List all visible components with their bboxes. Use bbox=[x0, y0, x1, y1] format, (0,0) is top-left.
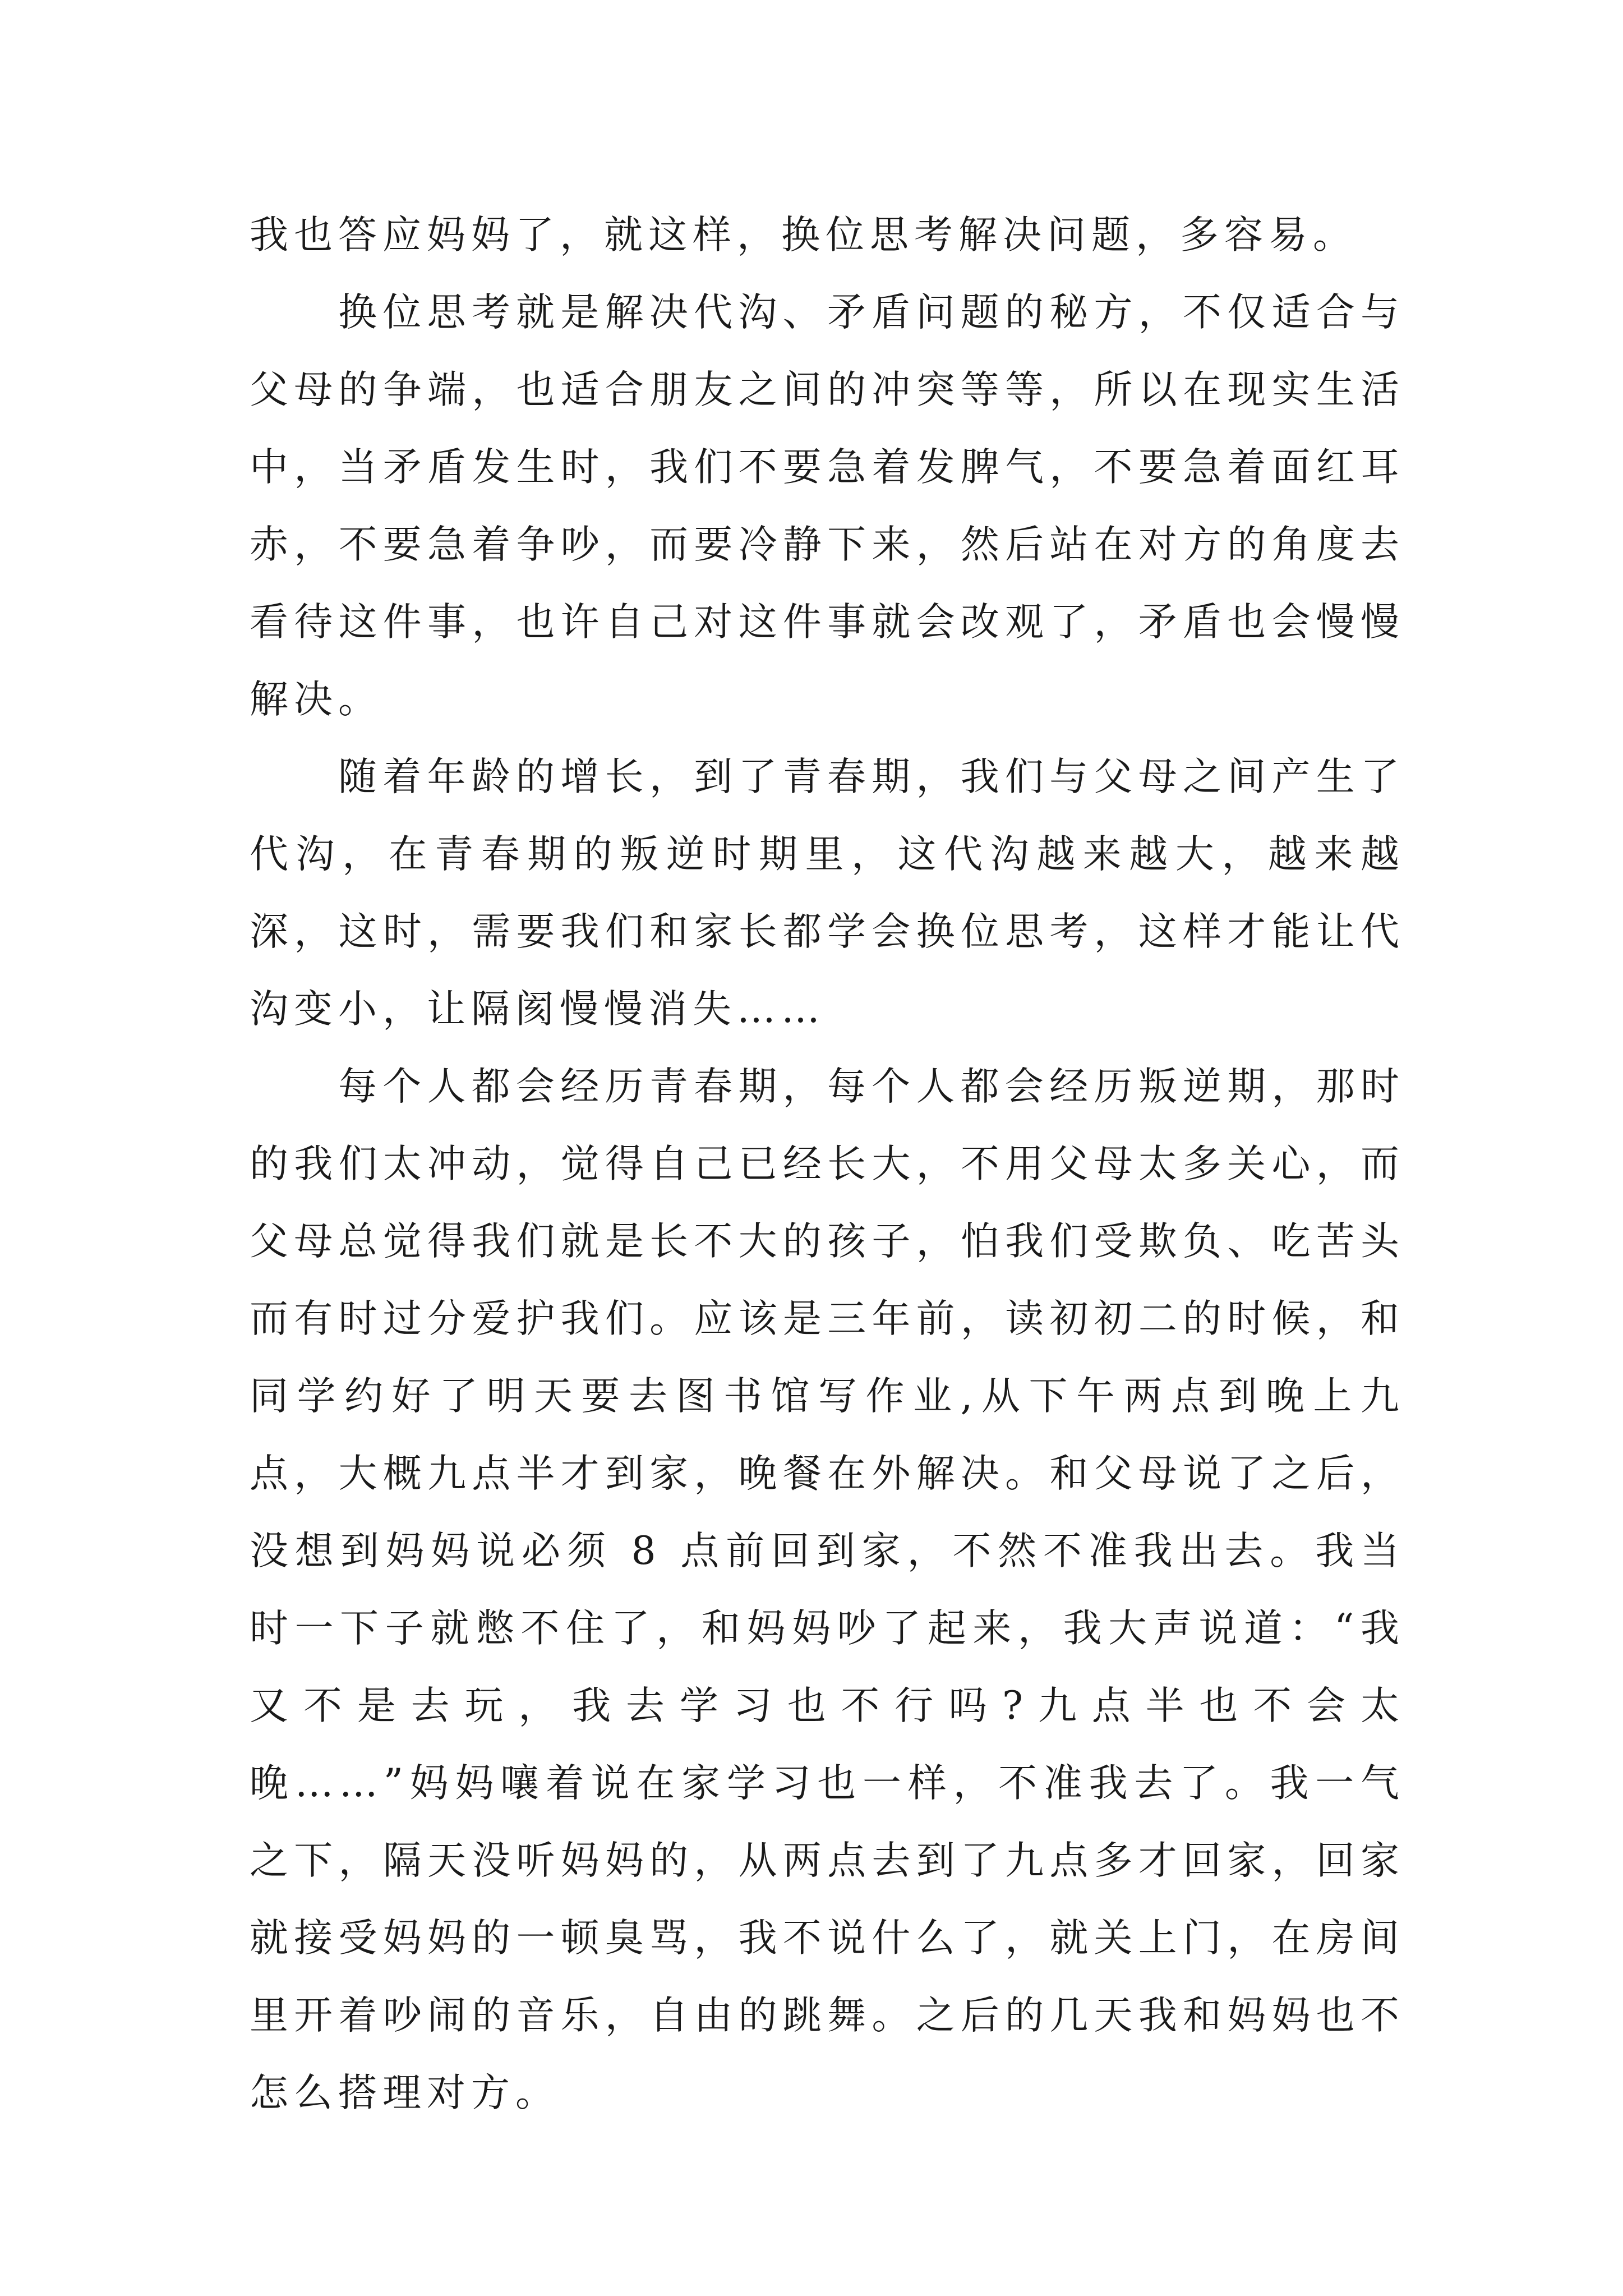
body-text bbox=[250, 196, 1405, 2132]
paragraph-empathy-secret: 换位思考就是解决代沟、矛盾问题的秘方，不仅适合与父母的争端，也适合朋友之间的冲突等等，所以在现实生活中，当矛盾发生时，我们不要急着发脾气，不要急着面红耳赤，不要急着争吵，而要冷静下来，然后站在对方的角度去看待这件事，也许自己对这件事就会改观了，矛盾也会慢慢解决。 bbox=[250, 290, 1405, 722]
paragraph-personal-story: 每个人都会经历青春期，每个人都会经历叛逆期，那时的我们太冲动，觉得自己已经长大，不用父母太多关心，而父母总觉得我们就是长不大的孩子，怕我们受欺负、吃苦头而有时过分爱护我们。应该是三年前，读初初二的时候，和同学约好了明天要去图书馆写作业,从下午两点到晚上九点，大概九点半才到家，晚餐在外解决。和父母说了之后，没想到妈妈说必须 8 点前回到家，不然不准我出去。我当时一下子就憋不住了，和妈妈吵了起来，我大声说道：“我又不是去玩，我去学习也不行吗?九点半也不会太晚……”妈妈嚷着说在家学习也一样，不准我去了。我一气之下，隔天没听妈妈的，从两点去到了九点多才回家，回家就接受妈妈的一顿臭骂，我不说什么了，就关上门，在房间里开着吵闹的音乐，自由的跳舞。之后的几天我和妈妈也不怎么搭理对方。 bbox=[250, 1064, 1405, 2115]
paragraph-continuation: 我也答应妈妈了，就这样，换位思考解决问题，多容易。 bbox=[250, 213, 1357, 257]
paragraph-generation-gap: 随着年龄的增长，到了青春期，我们与父母之间产生了代沟，在青春期的叛逆时期里，这代沟越来越大，越来越深，这时，需要我们和家长都学会换位思考，这样才能让代沟变小，让隔阂慢慢消失…… bbox=[250, 754, 1405, 1032]
